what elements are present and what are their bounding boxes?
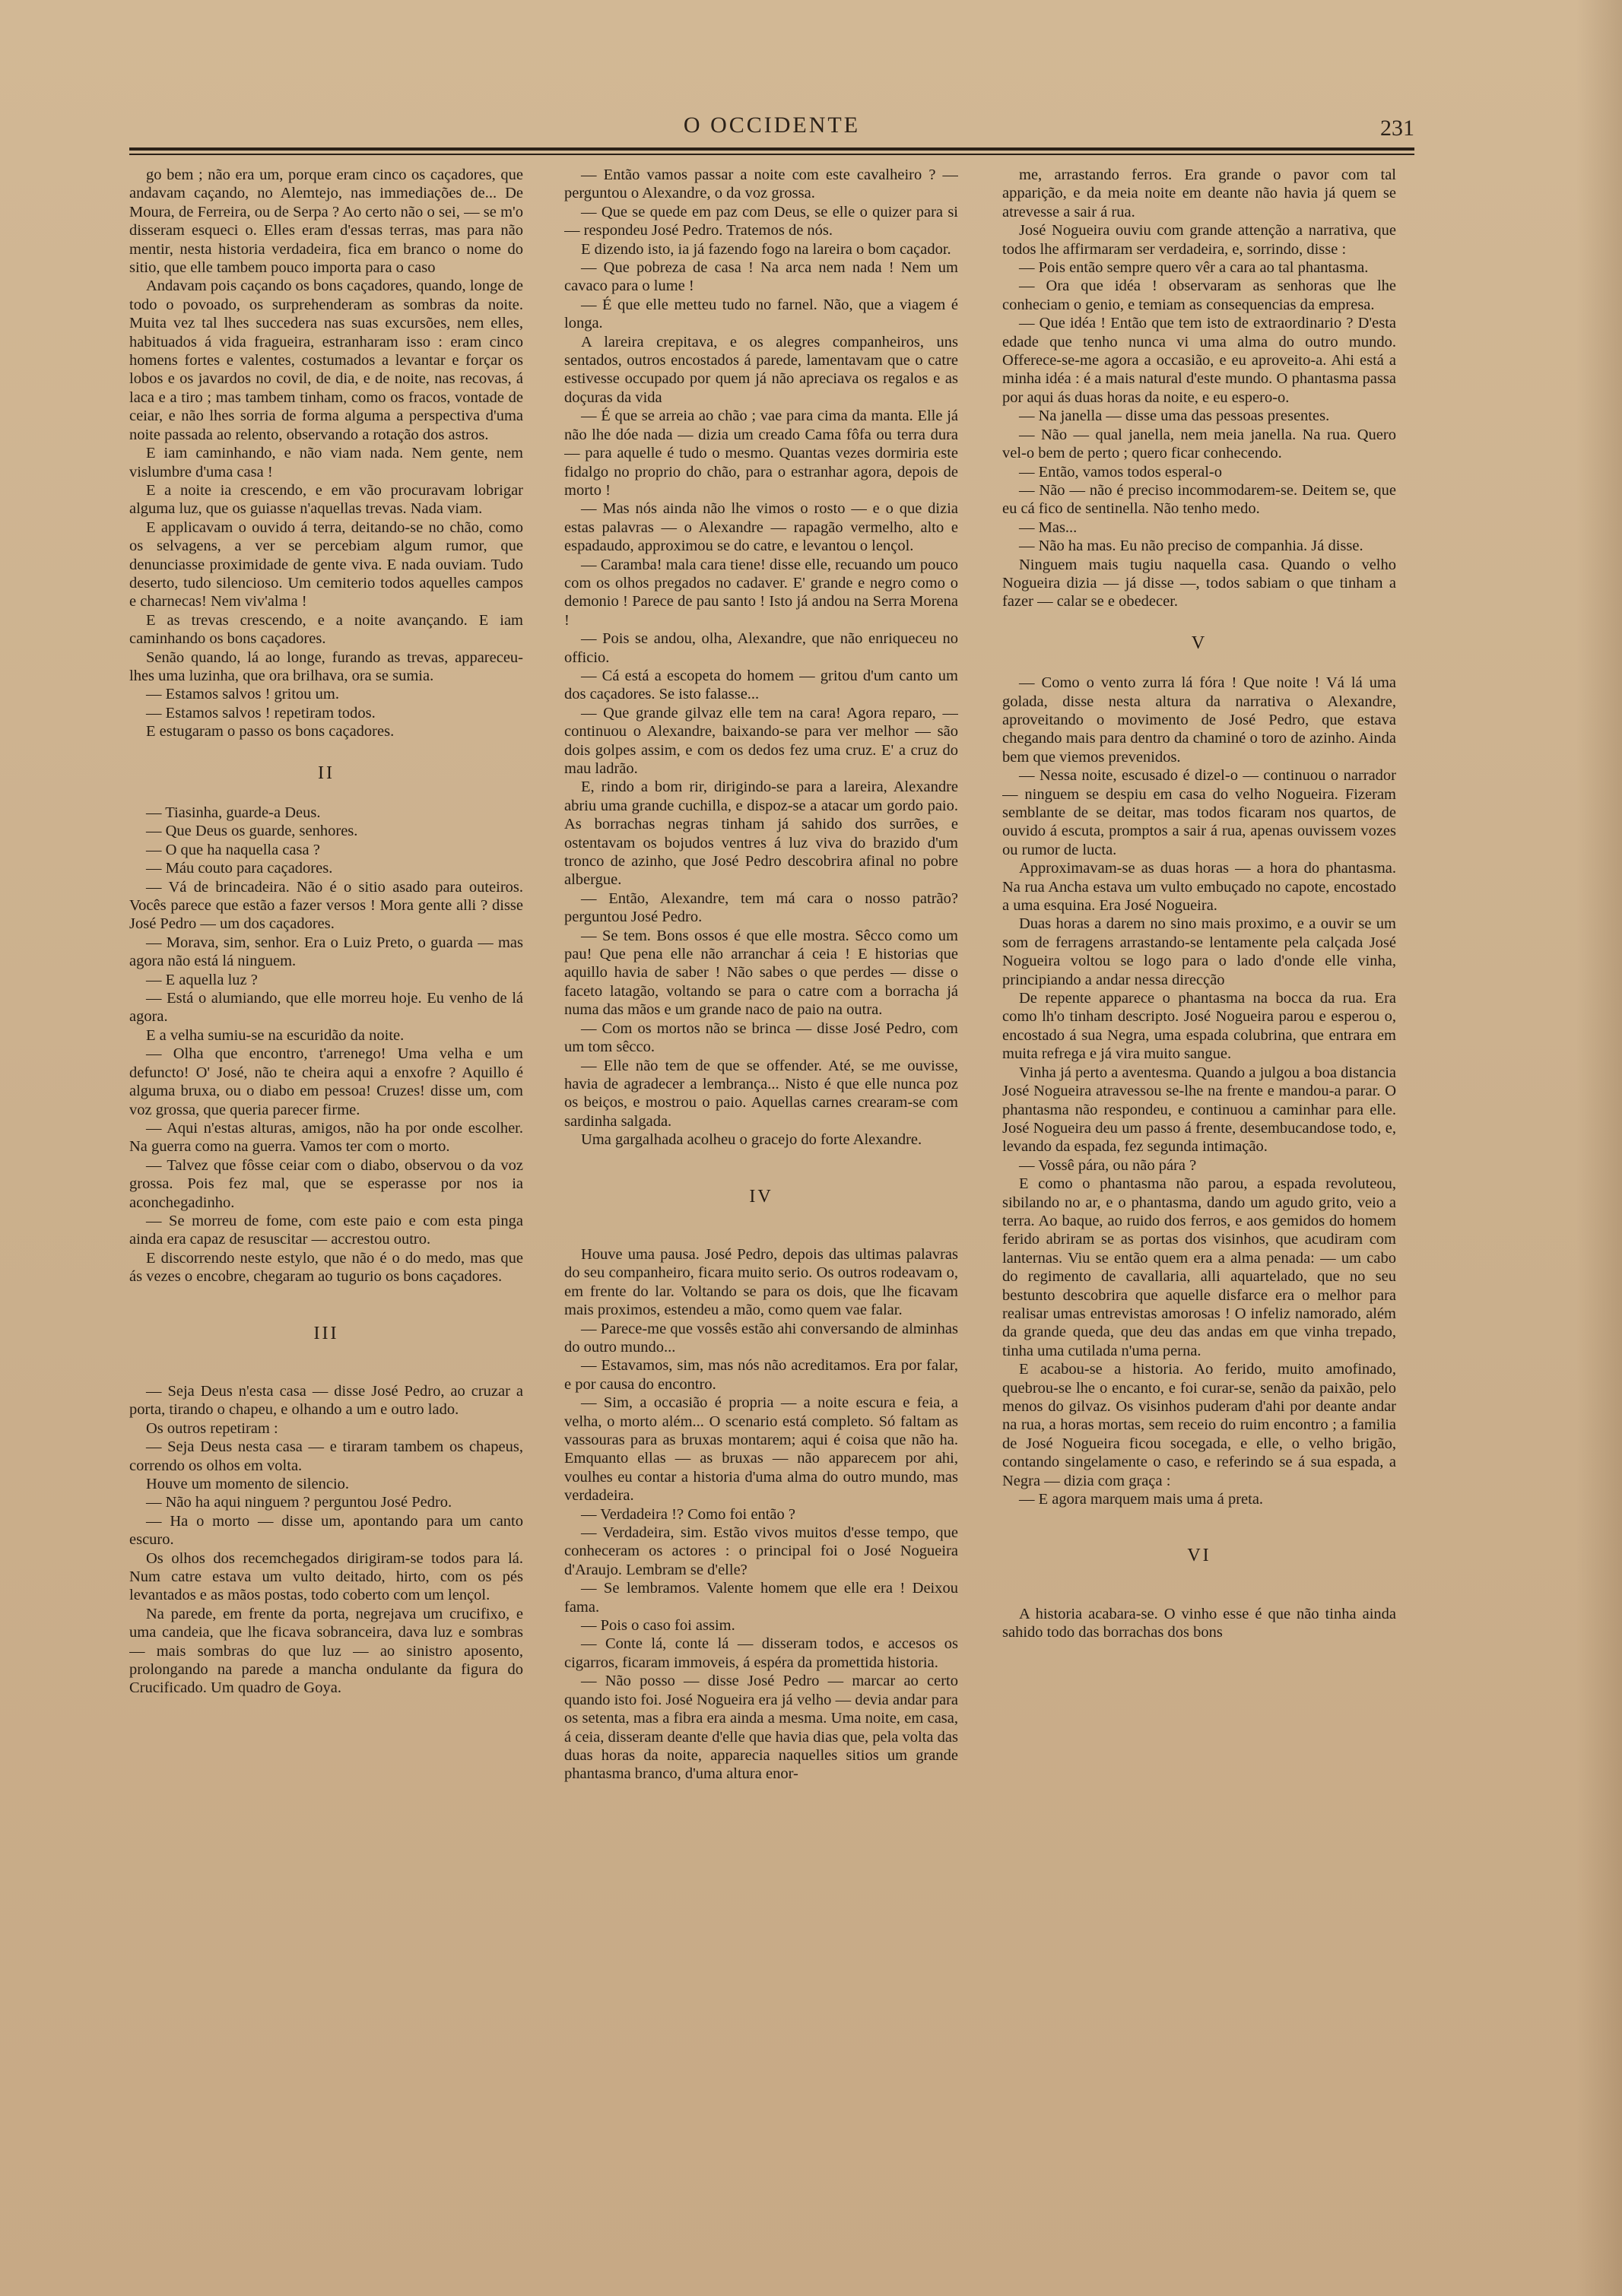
section-heading: V: [1191, 633, 1208, 653]
paragraph: Os outros repetiram :: [146, 1419, 278, 1437]
paragraph: — Não posso — disse José Pedro — marcar ao certo quando isto foi. José Nogueira era já velho — devia andar para os setenta, mas a fibra era ainda a mesma. Uma noite, em casa, á ceia, disseram deante d'elle que havia dias que, pela volta das duas horas da noite, apparecia naquelles sitios um grande phantasma branco, d'uma altura enor-: [564, 1673, 958, 1783]
paragraph: E a noite ia crescendo, e em vão procuravam lobrigar alguma luz, que os guiasse n'aquellas trevas. Nada viam.: [129, 481, 523, 518]
paragraph: De repente apparece o phantasma na bocca da rua. Era como lh'o tinham descripto. José Nogueira parou e esperou o, encostado á sua Negra, uma espada colubrina, que entrara em muita refrega e já vira muito sangue.: [1002, 990, 1396, 1063]
paragraph: me, arrastando ferros. Era grande o pavor com tal apparição, e da meia noite em deante não havia já quem se atrevesse a sair á rua.: [1002, 166, 1396, 220]
paragraph: — Aqui n'estas alturas, amigos, não ha por onde escolher. Na guerra como na guerra. Vamos ter com o morto.: [129, 1119, 523, 1156]
paragraph: — Que grande gilvaz elle tem na cara! Agora reparo, — continuou o Alexandre, baixando-se para ver melhor — são dois golpes assim, e com os dedos fez uma cruz. E' a cruz do mau ladrão.: [564, 704, 958, 777]
paragraph: — Ora que idéa ! observaram as senhoras que lhe conheciam o genio, e temiam as consequencias da empresa.: [1002, 277, 1396, 313]
section-heading: IV: [749, 1186, 773, 1207]
paragraph: — Que se quede em paz com Deus, se elle o quizer para si — respondeu José Pedro. Tratemos de nós.: [564, 203, 958, 239]
running-title: O OCCIDENTE: [683, 113, 861, 138]
paragraph: E, rindo a bom rir, dirigindo-se para a lareira, Alexandre abriu uma grande cuchilla, e dispoz-se a atacar um gordo paio. As borrachas negras tinham já sahido dos surrões, e ostentavam os bojudos ventres á luz viva do brazido d'um tronco de azinho, que José Pedro descobrira afinal no pobre albergue.: [564, 779, 958, 889]
paragraph: — Estavamos, sim, mas nós não acreditamos. Era por falar, e por causa do encontro.: [564, 1357, 958, 1393]
paragraph: Na parede, em frente da porta, negrejava um crucifixo, e uma candeia, que lhe ficava sobranceira, dava luz e sombras — mais sombras do que luz — ao sinistro aposento, prolongando na parede a mancha ondulante da figura do Crucificado. Um quadro de Goya.: [129, 1605, 523, 1697]
paragraph: — Elle não tem de que se offender. Até, se me ouvisse, havia de agradecer a lembrança... Nisto é que elle nunca poz os beiços, e mostrou o paio. Aquellas carnes crearam-se com sardinha salgada.: [564, 1057, 958, 1130]
paragraph: — Caramba! mala cara tiene! disse elle, recuando um pouco com os olhos pregados no cadaver. E' grande e negro como o demonio ! Parece de pau santo ! Isto já andou na Serra Morena !: [564, 556, 958, 629]
paragraph: Ninguem mais tugiu naquella casa. Quando o velho Nogueira dizia — já disse —, todos sabiam o que tinham a fazer — calar se e obedecer.: [1002, 556, 1396, 610]
paragraph: — Que Deus os guarde, senhores.: [146, 823, 358, 840]
paragraph: — Conte lá, conte lá — disseram todos, e accesos os cigarros, ficaram immoveis, á espéra da promettida historia.: [564, 1635, 958, 1671]
paragraph: — Se morreu de fome, com este paio e com esta pinga ainda era capaz de resuscitar — accrestou outro.: [129, 1212, 523, 1248]
paragraph: E applicavam o ouvido á terra, deitando-se no chão, como os selvagens, a ver se percebiam algum rumor, que denunciasse proximidade de gente viva. E nada ouviam. Tudo deserto, tudo silencioso. Um cemiterio todos aquelles campos e charnecas! Nem viv'alma !: [129, 519, 523, 610]
paragraph: — Cá está a escopeta do homem — gritou d'um canto um dos caçadores. Se isto falasse...: [564, 667, 958, 703]
paragraph: Houve um momento de silencio.: [146, 1476, 350, 1492]
paragraph: José Nogueira ouviu com grande attenção a narrativa, que todos lhe affirmaram ser verdadeira, e, sorrindo, disse :: [1002, 222, 1396, 258]
paragraph: — Mas...: [1019, 519, 1078, 536]
paragraph: — É que se arreia ao chão ; vae para cima da manta. Elle já não lhe dóe nada — dizia um creado Cama fôfa ou terra dura — para aquelle é tudo o mesmo. Quantas vezes dormiria este fidalgo no proprio do chão, para o estranhar agora, depois de morto !: [564, 408, 958, 499]
paragraph: — Na janella — disse uma das pessoas presentes.: [1019, 408, 1330, 425]
paragraph: — É que elle metteu tudo no farnel. Não, que a viagem é longa.: [564, 296, 958, 332]
paragraph: Os olhos dos recemchegados dirigiram-se todos para lá. Num catre estava um vulto deitado, hirto, com os pés levantados e as mãos postas, todo coberto com um lençol.: [129, 1549, 523, 1604]
paragraph: — Verdadeira !? Como foi então ?: [581, 1505, 795, 1523]
paragraph: — Não — não é preciso incommodarem-se. Deitem se, que eu cá fico de sentinella. Não tenho medo.: [1002, 481, 1396, 518]
paragraph: — Sim, a occasião é propria — a noite escura e feia, a velha, o morto além... O scenario está completo. Só faltam as vassouras para as bruxas montarem; aqui é coisa que não ha. Emquanto ellas — as bruxas — não apparecem por ahi, voulhes eu contar a historia d'uma alma do outro mundo, mas verdadeira.: [564, 1394, 958, 1505]
header-rule-thick: [129, 147, 1414, 151]
paragraph: — Ha o morto — disse um, apontando para um canto escuro.: [129, 1512, 523, 1549]
paragraph: — Tiasinha, guarde-a Deus.: [146, 804, 321, 821]
paragraph: — Se lembramos. Valente homem que elle era ! Deixou fama.: [564, 1580, 958, 1616]
paragraph: — Nessa noite, escusado é dizel-o — continuou o narrador — ninguem se despiu em casa do velho Nogueira. Fizeram semblante de se deitar, mas todos ficaram nos quartos, de ouvido á escuta, promptos a sair á rua, apenas ouvissem vozes ou rumor de lucta.: [1002, 767, 1396, 858]
paragraph: Houve uma pausa. José Pedro, depois das ultimas palavras do seu companheiro, ficara muito serio. Os outros rodeavam o, em frente do lar. Voltando se para os dois, que lhe ficavam mais proximos, estendeu a mão, como quem vae falar.: [564, 1245, 958, 1319]
paragraph: — Parece-me que vossês estão ahi conversando de alminhas do outro mundo...: [564, 1320, 958, 1356]
paragraph: E acabou-se a historia. Ao ferido, muito amofinado, quebrou-se lhe o encanto, e foi curar-se, senão da paixão, pelo menos do gilvaz. Os visinhos puderam d'ahi por deante andar na rua, a horas mortas, sem receio do ruim encontro ; a familia de José Nogueira ficou socegada, e elle, o velho brigão, contando singelamente o caso, e referindo se á sua espada, a Negra — dizia com graça :: [1002, 1361, 1396, 1489]
paragraph: Vinha já perto a aventesma. Quando a julgou a boa distancia José Nogueira atravessou se-lhe na frente e mandou-a parar. O phantasma não respondeu, e continuou a caminhar para elle. José Nogueira deu um passo á frente, desembucandose todo, e, levando da espada, fez segunda intimação.: [1002, 1064, 1396, 1156]
paragraph: — Talvez que fôsse ceiar com o diabo, observou o da voz grossa. Pois fez mal, que se esperasse por nos ia aconchegadinho.: [129, 1156, 523, 1211]
paragraph: Uma gargalhada acolheu o gracejo do forte Alexandre.: [581, 1131, 922, 1149]
paragraph: — E aquella luz ?: [146, 971, 258, 988]
paragraph: — Vá de brincadeira. Não é o sitio asado para outeiros. Vocês parece que estão a fazer versos ! Mora gente alli ? disse José Pedro — um dos caçadores.: [129, 878, 523, 933]
paragraph: — Se tem. Bons ossos é que elle mostra. Sêcco como um pau! Que pena elle não arranchar á ceia ! E historias que aquillo havia de saber ! Não sabes o que perdes — disse o faceto latagão, voltando se para o catre com a borracha já numa das mãos e um grande naco de paio na outra.: [564, 927, 958, 1019]
section-heading: II: [318, 763, 335, 783]
paragraph: — Não ha mas. Eu não preciso de companhia. Já disse.: [1019, 538, 1363, 555]
paragraph: — Que idéa ! Então que tem isto de extraordinario ? D'esta edade que tenho nunca vi uma alma do outro mundo. Offerece-se-me agora a occasião, e eu aproveito-a. Ahi está a minha idéa : é a mais natural d'este mundo. O phantasma passa por aqui ás duas horas da noite, e eu espero-o.: [1002, 315, 1396, 406]
paragraph: — Então, Alexandre, tem má cara o nosso patrão? perguntou José Pedro.: [564, 890, 958, 926]
paragraph: go bem ; não era um, porque eram cinco os caçadores, que andavam caçando, no Alemtejo, nas immediações de... De Moura, de Ferreira, ou de Serpa ? Ao certo não o sei, — se m'o disseram esqueci o. Elles eram d'essas terras, mas para não mentir, nesta historia verdadeira, fica em branco o nome do sitio, que elle tambem pouco importa para o caso: [129, 166, 523, 277]
header-rule-thin: [129, 154, 1414, 155]
paragraph: — Vossê pára, ou não pára ?: [1019, 1156, 1197, 1174]
paragraph: — Que pobreza de casa ! Na arca nem nada ! Nem um cavaco para o lume !: [564, 259, 958, 295]
page-header: [129, 113, 1414, 146]
paragraph: — Como o vento zurra lá fóra ! Que noite ! Vá lá uma golada, disse nesta altura da narrativa o Alexandre, aproveitando o movimento de José Pedro, que estava chegando mais para dentro da chaminé o toro de azinho. Ainda bem que viemos prevenidos.: [1002, 674, 1396, 766]
paragraph: — Estamos salvos ! repetiram todos.: [146, 704, 376, 721]
paragraph: — Máu couto para caçadores.: [146, 860, 333, 877]
paragraph: — Não — qual janella, nem meia janella. Na rua. Quero vel-o bem de perto ; quero ficar conhecendo.: [1002, 426, 1396, 462]
paragraph: — Não ha aqui ninguem ? perguntou José Pedro.: [146, 1494, 452, 1511]
text-columns: [129, 166, 1414, 2006]
paragraph: E discorrendo neste estylo, que não é o do medo, mas que ás vezes o encobre, chegaram ao tugurio os bons caçadores.: [129, 1249, 523, 1286]
paragraph: — Está o alumiando, que elle morreu hoje. Eu venho de lá agora.: [129, 990, 523, 1026]
section-heading: III: [313, 1323, 339, 1343]
paragraph: — Estamos salvos ! gritou um.: [146, 686, 339, 703]
paragraph: E a velha sumiu-se na escuridão da noite.: [146, 1026, 405, 1044]
paragraph: — Mas nós ainda não lhe vimos o rosto — e o que dizia estas palavras — o Alexandre — rapagão vermelho, alto e espadaudo, approximou se do catre, e levantou o lençol.: [564, 500, 958, 555]
paragraph: — Com os mortos não se brinca — disse José Pedro, com um tom sêcco.: [564, 1020, 958, 1056]
paragraph: E as trevas crescendo, e a noite avançando. E iam caminhando os bons caçadores.: [129, 611, 523, 648]
paragraph: A lareira crepitava, e os alegres companheiros, uns sentados, outros encostados á parede, lamentavam que o catre estivesse occupado por quem já não apreciava os regalos e as doçuras da vida: [564, 333, 958, 406]
paragraph: Duas horas a darem no sino mais proximo, e a ouvir se um som de ferragens arrastando-se lentamente pela calçada José Nogueira voltou se logo para o lado d'onde elle vinha, principiando a andar nessa direcção: [1002, 915, 1396, 988]
section-heading: VI: [1187, 1546, 1211, 1566]
paragraph: E iam caminhando, e não viam nada. Nem gente, nem vislumbre d'uma casa !: [129, 445, 523, 480]
paragraph: — Então, vamos todos esperal-o: [1019, 463, 1223, 480]
paragraph: — Então vamos passar a noite com este cavalheiro ? — perguntou o Alexandre, o da voz grossa.: [564, 166, 958, 202]
paragraph: — Pois o caso foi assim.: [581, 1617, 735, 1635]
paragraph: — O que ha naquella casa ?: [146, 841, 320, 858]
paragraph: Senão quando, lá ao longe, furando as trevas, appareceu-lhes uma luzinha, que ora brilhava, ora se sumia.: [129, 649, 523, 684]
paragraph: E como o phantasma não parou, a espada revoluteou, sibilando no ar, e o phantasma, dando um agudo grito, veio a terra. Ao baque, ao ruido dos ferros, e aos gemidos do homem ferido abriram se as portas dos visinhos, que acudiram com lanternas. Viu se então quem era a alma penada: — um cabo do regimento de cavallaria, alli aquartelado, que no seu bestunto descobrira que aquelle disfarce era o melhor para realisar umas entrevistas amorosas ! O infeliz namorado, além da grande queda, que deu das andas em que vinha trepado, tinha uma cutilada n'uma perna.: [1002, 1175, 1396, 1359]
paragraph: E estugaram o passo os bons caçadores.: [146, 723, 395, 740]
paragraph: — Pois se andou, olha, Alexandre, que não enriqueceu no officio.: [564, 630, 958, 666]
paragraph: — E agora marquem mais uma á preta.: [1019, 1491, 1264, 1508]
column-2: [564, 166, 958, 2006]
paragraph: — Verdadeira, sim. Estão vivos muitos d'esse tempo, que conheceram os actores : o principal foi o José Nogueira d'Araujo. Lembram se d'elle?: [564, 1524, 958, 1578]
page-number: 231: [1380, 116, 1414, 141]
paragraph: Approximavam-se as duas horas — a hora do phantasma. Na rua Ancha estava um vulto embuçado no capote, encostado a uma esquina. Era José Nogueira.: [1002, 860, 1396, 915]
page-edge-shadow: [1576, 0, 1622, 2296]
paragraph: — Seja Deus nesta casa — e tiraram tambem os chapeus, correndo os olhos em volta.: [129, 1438, 523, 1474]
paragraph: — Pois então sempre quero vêr a cara ao tal phantasma.: [1019, 259, 1369, 277]
column-1: [129, 166, 523, 2006]
column-3: [1002, 166, 1396, 2006]
paragraph: A historia acabara-se. O vinho esse é que não tinha ainda sahido todo das borrachas dos bons: [1002, 1605, 1396, 1641]
paragraph: Andavam pois caçando os bons caçadores, quando, longe de todo o povoado, os surprehenderam as sombras da noite. Muita vez tal lhes succedera nas suas excursões, nem elles, habituados á vida fragueira, estranharam isso : eram cinco homens fortes e valentes, costumados a levantar e forçar os lobos e os javardos no covil, de dia, e de noite, nas recovas, á laca e a tiro ; mas tambem tinham, como os fracos, vontade de ceiar, e não lhes sorria de forma alguma a perspectiva d'uma noite passada ao relento, observando a rotação dos astros.: [129, 277, 523, 443]
paragraph: — Morava, sim, senhor. Era o Luiz Preto, o guarda — mas agora não está lá ninguem.: [129, 934, 523, 970]
paragraph: E dizendo isto, ia já fazendo fogo na lareira o bom caçador.: [581, 240, 951, 258]
paragraph: — Olha que encontro, t'arrenego! Uma velha e um defuncto! O' José, não te cheira aqui a enxofre ? Aquillo é alguma bruxa, ou o diabo em pessoa! Cruzes! disse um, com voz grossa, que queria parecer firme.: [129, 1045, 523, 1118]
paragraph: — Seja Deus n'esta casa — disse José Pedro, ao cruzar a porta, tirando o chapeu, e olhando a um e outro lado.: [129, 1382, 523, 1419]
